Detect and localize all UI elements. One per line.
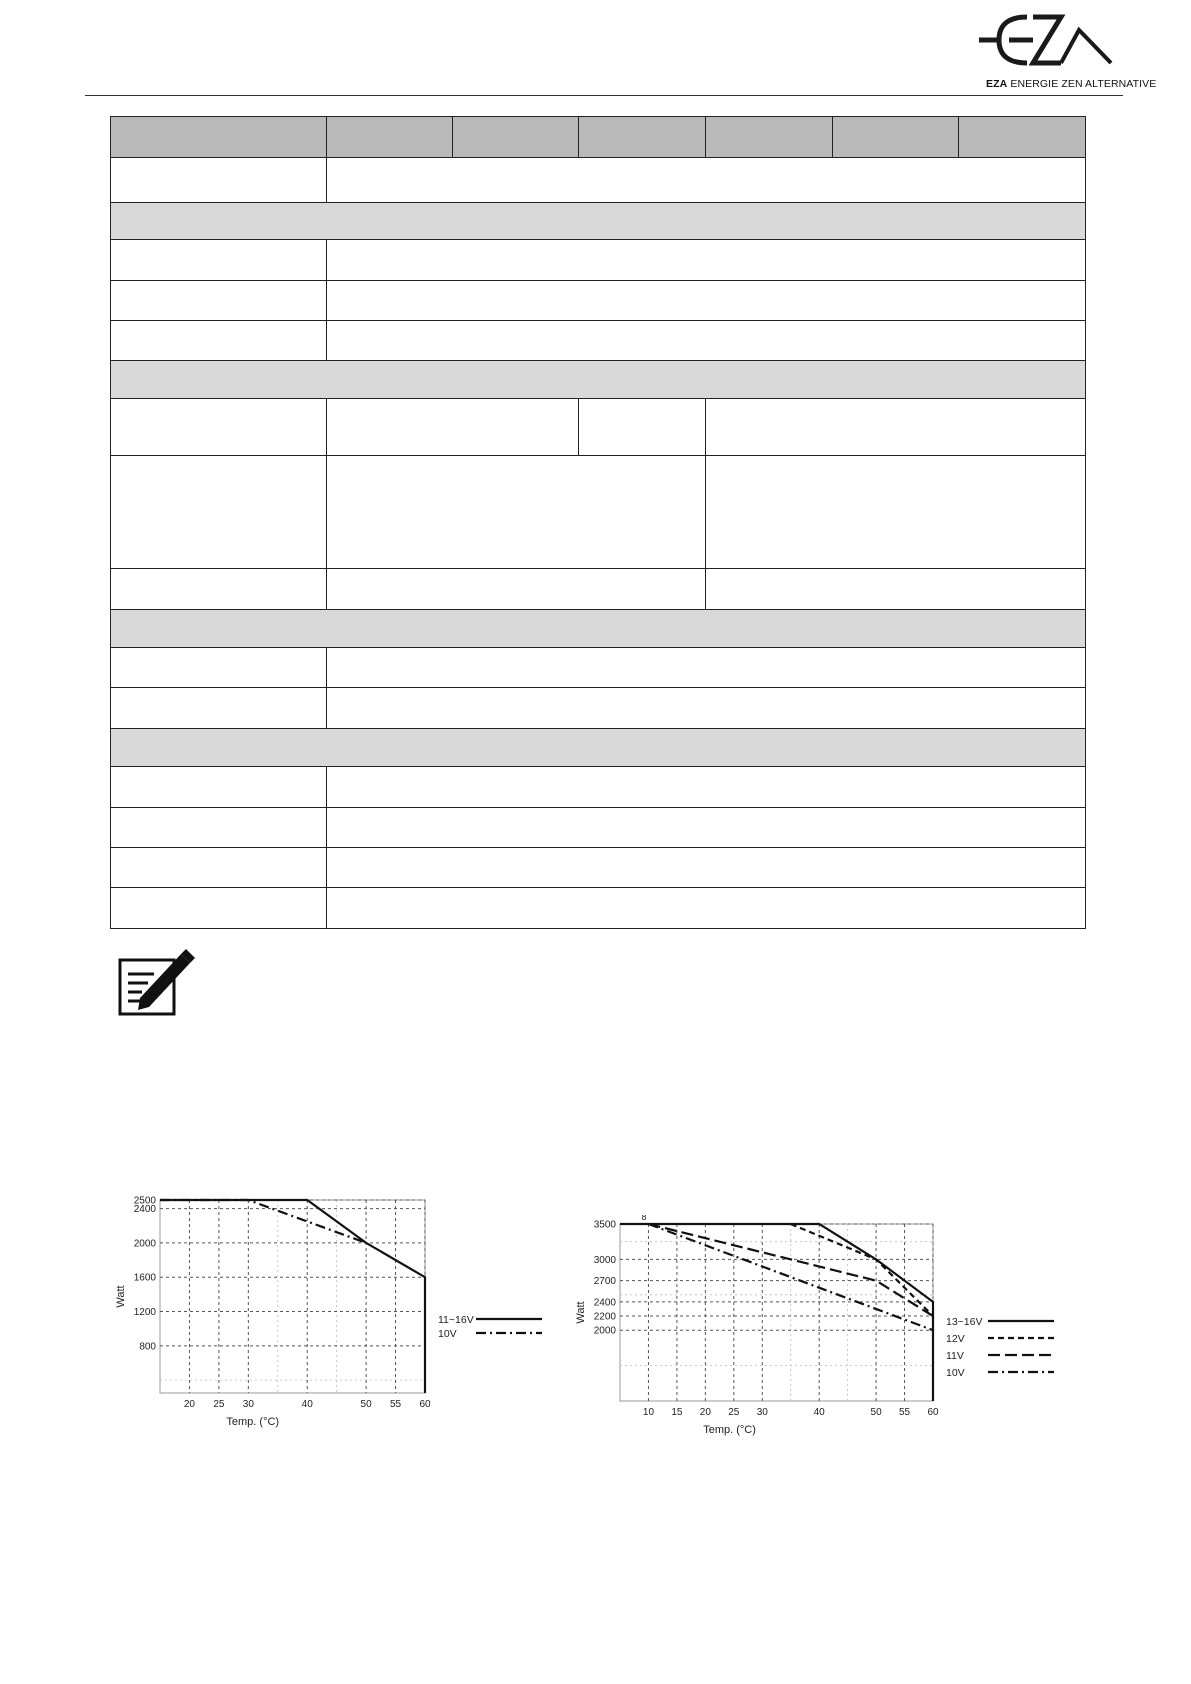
- plot-frame: [620, 1224, 933, 1401]
- eza-logo: [975, 8, 1157, 92]
- header-cell: [327, 117, 453, 158]
- header-cell: [832, 117, 958, 158]
- x-tick-label: 40: [813, 1407, 825, 1418]
- x-axis-label: Temp. (°C): [226, 1416, 280, 1428]
- y-tick-label: 2400: [133, 1204, 156, 1216]
- row-value-cell: [705, 399, 1085, 456]
- x-tick-label: 50: [870, 1407, 882, 1418]
- y-tick-label: 3000: [593, 1254, 616, 1266]
- chart-annotation: 8: [641, 1215, 647, 1222]
- section-row: [111, 361, 1086, 399]
- x-tick-label: 30: [756, 1407, 768, 1418]
- row-label-cell: [111, 569, 327, 610]
- row-label-cell: [111, 158, 327, 203]
- section-cell: [111, 610, 1086, 648]
- note-pencil-icon: [118, 948, 198, 1018]
- row-value-cell: [327, 888, 1086, 929]
- row-value-cell: [327, 399, 579, 456]
- x-tick-label: 20: [699, 1407, 711, 1418]
- y-tick-label: 800: [139, 1341, 156, 1353]
- row-value-cell: [327, 808, 1086, 848]
- legend-label: 13~16V: [946, 1316, 983, 1328]
- row-label-cell: [111, 281, 327, 321]
- row-label-cell: [111, 456, 327, 569]
- x-tick-label: 60: [419, 1399, 431, 1410]
- table-row: [111, 767, 1086, 808]
- x-tick-label: 15: [671, 1407, 683, 1418]
- table-row: [111, 399, 1086, 456]
- legend-label: 12V: [946, 1333, 965, 1345]
- section-row: [111, 610, 1086, 648]
- x-tick-label: 10: [642, 1407, 655, 1418]
- row-value-cell: [327, 569, 705, 610]
- header-cell: [958, 117, 1085, 158]
- x-tick-label: 25: [213, 1399, 225, 1410]
- table-row: [111, 281, 1086, 321]
- row-label-cell: [111, 321, 327, 361]
- x-tick-label: 55: [389, 1399, 402, 1410]
- logo-name: ENERGIE ZEN ALTERNATIVE: [1010, 78, 1157, 90]
- header-cell: [705, 117, 832, 158]
- row-value-cell: [579, 399, 705, 456]
- table-row: [111, 808, 1086, 848]
- logo-abbr: EZA: [986, 78, 1008, 90]
- section-cell: [111, 361, 1086, 399]
- table-row: [111, 456, 1086, 569]
- series-line-11~16V: [160, 1200, 425, 1393]
- row-value-cell: [327, 240, 1086, 281]
- eza-logo-icon: [975, 8, 1115, 78]
- y-tick-label: 2500: [133, 1195, 156, 1207]
- y-axis-label: Watt: [575, 1301, 587, 1324]
- section-row: [111, 203, 1086, 240]
- table-header-row: [111, 117, 1086, 158]
- y-tick-label: 3500: [593, 1219, 616, 1231]
- header-rule: [85, 95, 1123, 96]
- x-tick-label: 50: [360, 1399, 372, 1410]
- legend-label: 10V: [438, 1328, 457, 1340]
- row-value-cell: [327, 848, 1086, 888]
- table-row: [111, 158, 1086, 203]
- table-row: [111, 569, 1086, 610]
- section-row: [111, 729, 1086, 767]
- table-row: [111, 321, 1086, 361]
- x-tick-label: 20: [183, 1399, 196, 1410]
- y-tick-label: 2400: [593, 1297, 616, 1309]
- table-row: [111, 648, 1086, 688]
- logo-text: [986, 78, 1156, 90]
- row-label-cell: [111, 767, 327, 808]
- row-value-cell: [327, 158, 1086, 203]
- table-row: [111, 848, 1086, 888]
- chart-2-svg: [570, 1215, 1060, 1445]
- legend-label: 11~16V: [438, 1314, 474, 1326]
- y-tick-label: 2200: [593, 1311, 616, 1323]
- plot-frame: [160, 1200, 425, 1393]
- table-row: [111, 240, 1086, 281]
- y-tick-label: 1600: [133, 1272, 156, 1284]
- row-label-cell: [111, 648, 327, 688]
- x-tick-label: 55: [898, 1407, 911, 1418]
- section-cell: [111, 729, 1086, 767]
- header-cell: [111, 117, 327, 158]
- row-value-cell: [705, 456, 1085, 569]
- x-tick-label: 40: [301, 1399, 313, 1410]
- note-icon-wrap: [118, 948, 198, 1023]
- header-cell: [453, 117, 579, 158]
- row-label-cell: [111, 848, 327, 888]
- row-value-cell: [327, 688, 1086, 729]
- row-label-cell: [111, 399, 327, 456]
- section-cell: [111, 203, 1086, 240]
- row-value-cell: [327, 648, 1086, 688]
- y-tick-label: 2000: [133, 1238, 156, 1250]
- y-axis-label: Watt: [115, 1285, 127, 1308]
- row-value-cell: [705, 569, 1085, 610]
- legend-label: 10V: [946, 1367, 965, 1379]
- chart-1: [110, 1195, 570, 1435]
- y-tick-label: 1200: [133, 1307, 156, 1319]
- row-label-cell: [111, 808, 327, 848]
- table-row: [111, 888, 1086, 929]
- y-tick-label: 2700: [593, 1276, 616, 1288]
- x-tick-label: 60: [927, 1407, 939, 1418]
- row-value-cell: [327, 321, 1086, 361]
- header-cell: [579, 117, 705, 158]
- chart-1-svg: [110, 1195, 570, 1435]
- y-tick-label: 2000: [593, 1325, 616, 1337]
- row-label-cell: [111, 688, 327, 729]
- row-value-cell: [327, 456, 705, 569]
- spec-table: [110, 116, 1086, 929]
- x-tick-label: 30: [242, 1399, 254, 1410]
- row-label-cell: [111, 888, 327, 929]
- row-value-cell: [327, 281, 1086, 321]
- table-row: [111, 688, 1086, 729]
- chart-2: [570, 1215, 1060, 1445]
- row-value-cell: [327, 767, 1086, 808]
- series-line-13~16V: [620, 1224, 933, 1401]
- row-label-cell: [111, 240, 327, 281]
- legend-label: 11V: [946, 1350, 964, 1362]
- x-axis-label: Temp. (°C): [703, 1424, 756, 1436]
- x-tick-label: 25: [728, 1407, 740, 1418]
